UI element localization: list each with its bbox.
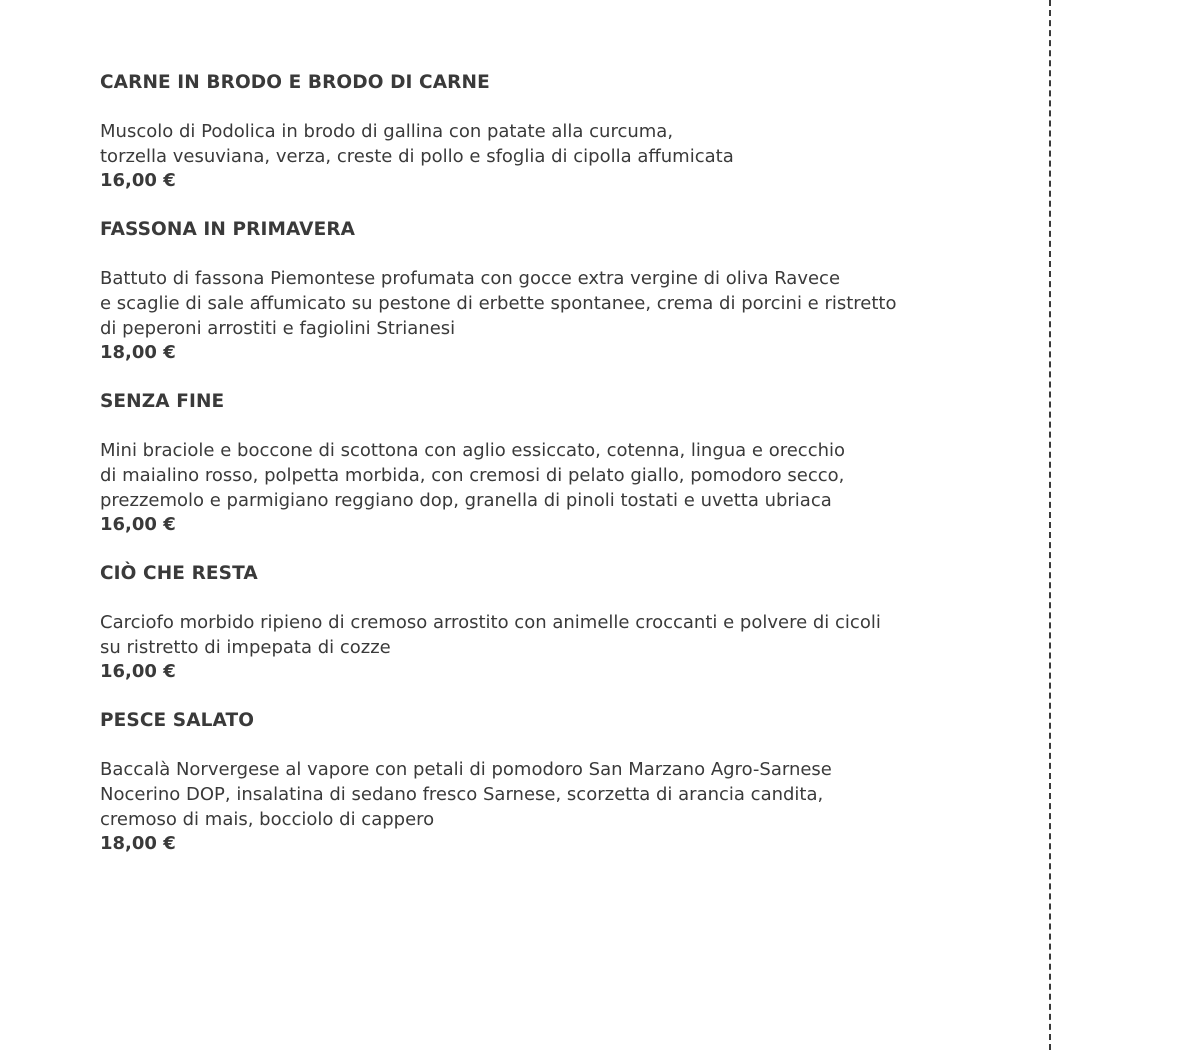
dish-description-line: Carciofo morbido ripieno di cremoso arrostito con animelle croccanti e polvere di cicoli bbox=[100, 612, 881, 633]
dish-description-line: Mini braciole e boccone di scottona con aglio essiccato, cotenna, lingua e orecchio bbox=[100, 440, 846, 461]
dish-description-line: Nocerino DOP, insalatina di sedano fresco Sarnese, scorzetta di arancia candita, bbox=[100, 784, 824, 805]
dish-price: 16,00 € bbox=[100, 661, 176, 682]
dish-description bbox=[100, 757, 1000, 832]
dish-title: SENZA FINE bbox=[100, 391, 225, 412]
dish-item bbox=[100, 389, 1000, 537]
dish-description-line: di maialino rosso, polpetta morbida, con cremosi di pelato giallo, pomodoro secco, bbox=[100, 465, 845, 486]
dish-price: 16,00 € bbox=[100, 170, 176, 191]
dish-price: 18,00 € bbox=[100, 833, 176, 854]
dish-description-line: Muscolo di Podolica in brodo di gallina con patate alla curcuma, bbox=[100, 121, 674, 142]
dish-description-line: torzella vesuviana, verza, creste di pollo e sfoglia di cipolla affumicata bbox=[100, 146, 734, 167]
dish-item bbox=[100, 70, 1000, 193]
dish-title: FASSONA IN PRIMAVERA bbox=[100, 219, 356, 240]
dish-price: 18,00 € bbox=[100, 342, 176, 363]
dish-description-line: di peperoni arrostiti e fagiolini Strianesi bbox=[100, 318, 456, 339]
dish-description bbox=[100, 610, 1000, 660]
dish-description-line: Baccalà Norvergese al vapore con petali di pomodoro San Marzano Agro-Sarnese bbox=[100, 759, 832, 780]
dish-title: CARNE IN BRODO E BRODO DI CARNE bbox=[100, 72, 490, 93]
dish-description-line: cremoso di mais, bocciolo di cappero bbox=[100, 809, 435, 830]
dish-item bbox=[100, 217, 1000, 365]
dish-title: PESCE SALATO bbox=[100, 710, 255, 731]
dish-description bbox=[100, 119, 1000, 169]
dish-description bbox=[100, 266, 1000, 341]
dish-item bbox=[100, 708, 1000, 856]
dish-title: CIÒ CHE RESTA bbox=[100, 563, 258, 584]
dish-description-line: su ristretto di impepata di cozze bbox=[100, 637, 391, 658]
dish-description-line: prezzemolo e parmigiano reggiano dop, granella di pinoli tostati e uvetta ubriaca bbox=[100, 490, 832, 511]
dish-description-line: e scaglie di sale affumicato su pestone di erbette spontanee, crema di porcini e ristretto bbox=[100, 293, 897, 314]
dish-price: 16,00 € bbox=[100, 514, 176, 535]
menu-page bbox=[100, 70, 1000, 880]
dish-description bbox=[100, 438, 1000, 513]
dashed-divider bbox=[1049, 0, 1051, 1050]
dish-description-line: Battuto di fassona Piemontese profumata con gocce extra vergine di oliva Ravece bbox=[100, 268, 841, 289]
dish-item bbox=[100, 561, 1000, 684]
